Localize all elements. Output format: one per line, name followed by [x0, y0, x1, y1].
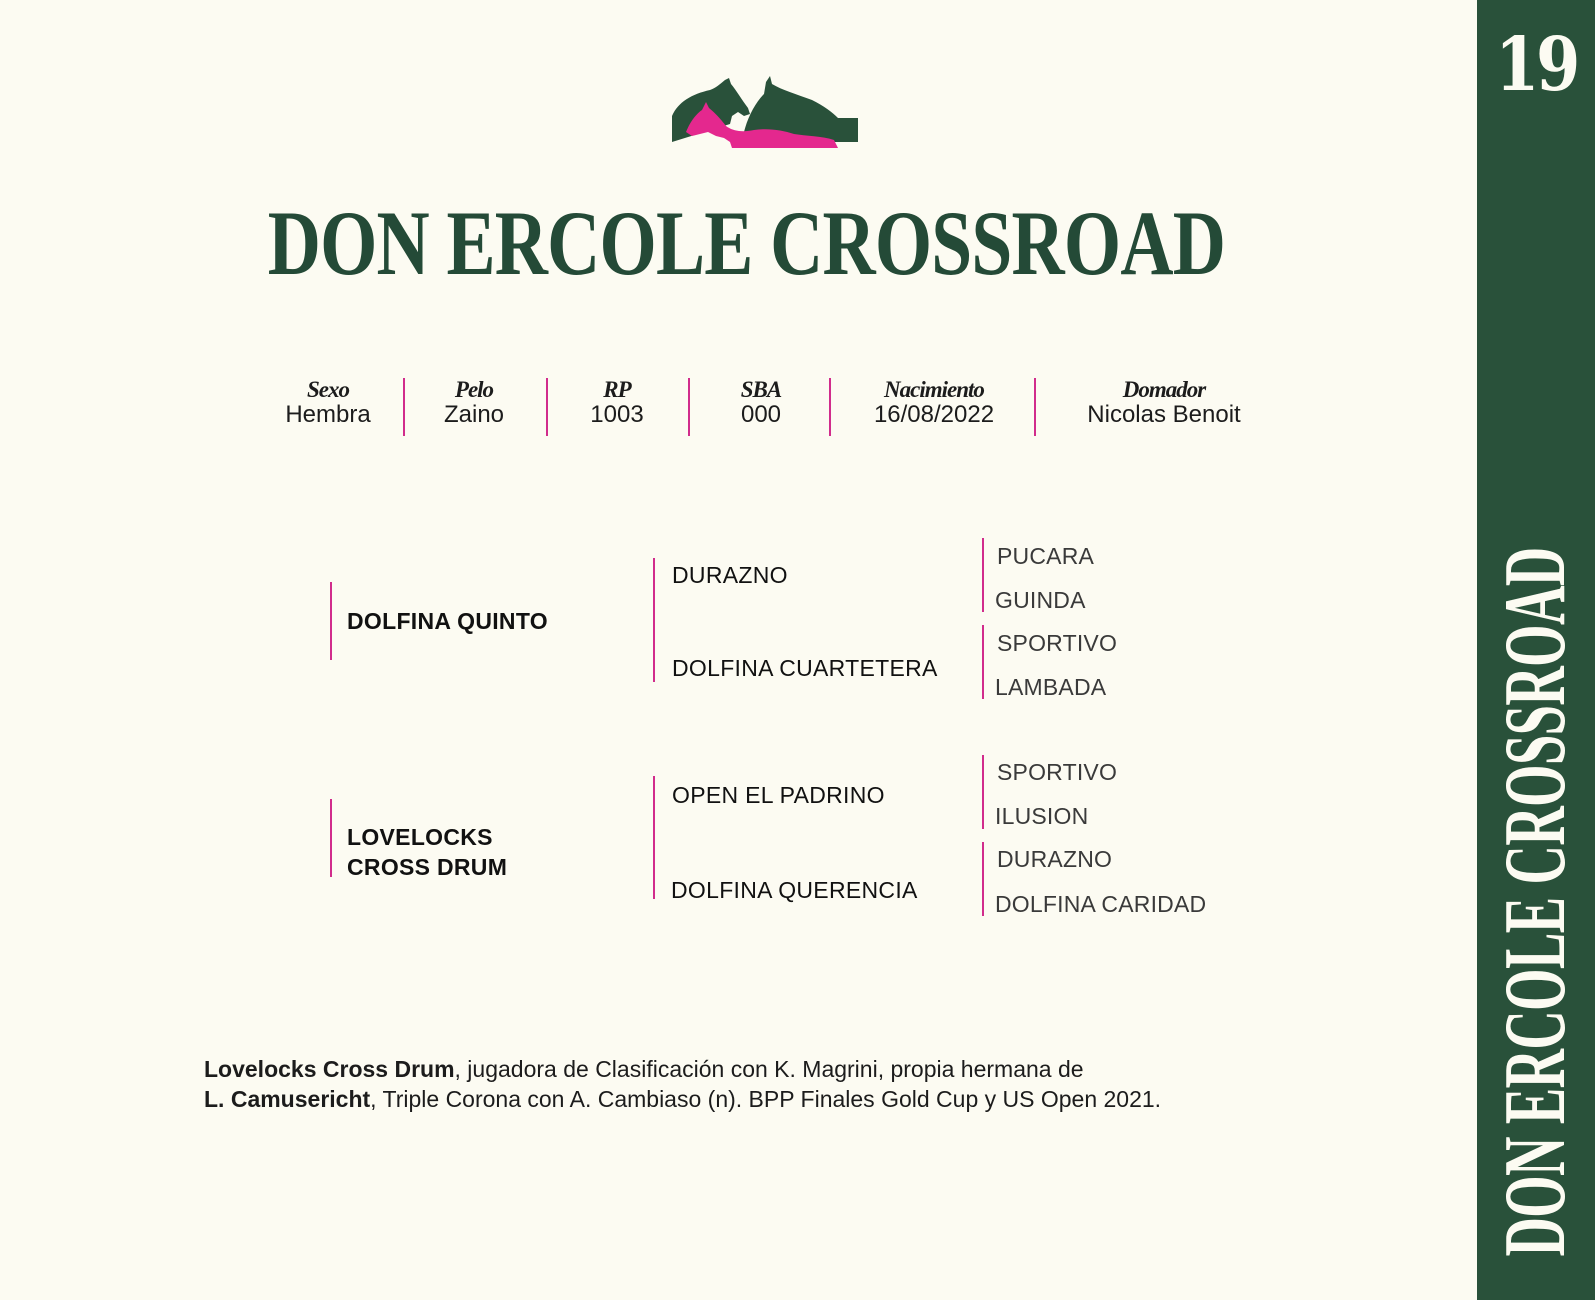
pedigree-bar — [330, 582, 332, 660]
pedigree-great-grandparent: SPORTIVO — [997, 630, 1118, 656]
pedigree-grandsire: OPEN EL PADRINO — [672, 782, 885, 808]
divider — [1034, 378, 1036, 436]
info-label: Nacimiento — [884, 377, 984, 402]
pedigree-bar — [653, 558, 655, 682]
info-sba — [741, 378, 781, 427]
pedigree-great-grandparent: SPORTIVO — [997, 759, 1118, 785]
pedigree-great-grandparent: DOLFINA CARIDAD — [995, 891, 1207, 917]
info-value: Hembra — [285, 401, 371, 428]
info-value: 000 — [740, 401, 782, 428]
divider — [403, 378, 405, 436]
info-value: Nicolas Benoit — [1087, 401, 1241, 428]
divider — [688, 378, 690, 436]
info-domador — [1087, 378, 1240, 427]
footnote-line-2 — [204, 1084, 1161, 1114]
pedigree-bar — [330, 799, 332, 877]
info-value: 1003 — [590, 401, 644, 428]
info-label: SBA — [740, 377, 782, 402]
info-pelo — [444, 378, 504, 427]
info-value: Zaino — [443, 401, 505, 428]
pedigree-dam — [347, 823, 507, 883]
info-nacimiento — [874, 378, 994, 427]
pedigree-dam-line2: CROSS DRUM — [347, 853, 508, 880]
pedigree-grandsire: DURAZNO — [672, 562, 788, 588]
pedigree-sire: DOLFINA QUINTO — [347, 608, 548, 634]
info-value: 16/08/2022 — [873, 401, 995, 428]
info-sexo — [285, 378, 370, 427]
pedigree-bar — [982, 625, 984, 699]
pedigree-great-grandparent: LAMBADA — [995, 674, 1107, 700]
pedigree-bar — [653, 776, 655, 899]
pedigree-bar — [982, 842, 984, 916]
footnote-line-1 — [204, 1054, 1161, 1084]
sidebar — [1477, 0, 1595, 1300]
divider — [829, 378, 831, 436]
footnote-text: , Triple Corona con A. Cambiaso (n). BPP Finales Gold Cup y US Open 2021. — [370, 1086, 1162, 1112]
pedigree-bar — [982, 755, 984, 829]
footnote-bold: Lovelocks Cross Drum — [204, 1056, 455, 1082]
info-label: Pelo — [454, 377, 494, 402]
page-title: DON ERCOLE CROSSROAD — [267, 192, 1226, 294]
page-number: 19 — [1495, 22, 1577, 108]
pedigree-bar — [982, 538, 984, 612]
footnote-text: , jugadora de Clasificación con K. Magrini, propia hermana de — [454, 1056, 1084, 1082]
pedigree-granddam: DOLFINA QUERENCIA — [671, 877, 918, 903]
pedigree-dam-line1: LOVELOCKS — [347, 824, 493, 850]
horses-logo-icon — [672, 72, 858, 150]
footnote-bold: L. Camusericht — [204, 1086, 371, 1112]
divider — [546, 378, 548, 436]
pedigree-great-grandparent: GUINDA — [995, 587, 1086, 613]
pedigree-great-grandparent: DURAZNO — [997, 846, 1113, 872]
info-label: RP — [603, 377, 631, 402]
sidebar-title: DON ERCOLE CROSSROAD — [1487, 547, 1584, 1257]
info-label: Domador — [1122, 377, 1206, 402]
pedigree-great-grandparent: ILUSION — [995, 803, 1089, 829]
footnote — [204, 1054, 1161, 1114]
info-label: Sexo — [306, 377, 349, 402]
info-rp — [590, 378, 643, 427]
pedigree-great-grandparent: PUCARA — [997, 543, 1095, 569]
pedigree-granddam: DOLFINA CUARTETERA — [672, 655, 938, 681]
